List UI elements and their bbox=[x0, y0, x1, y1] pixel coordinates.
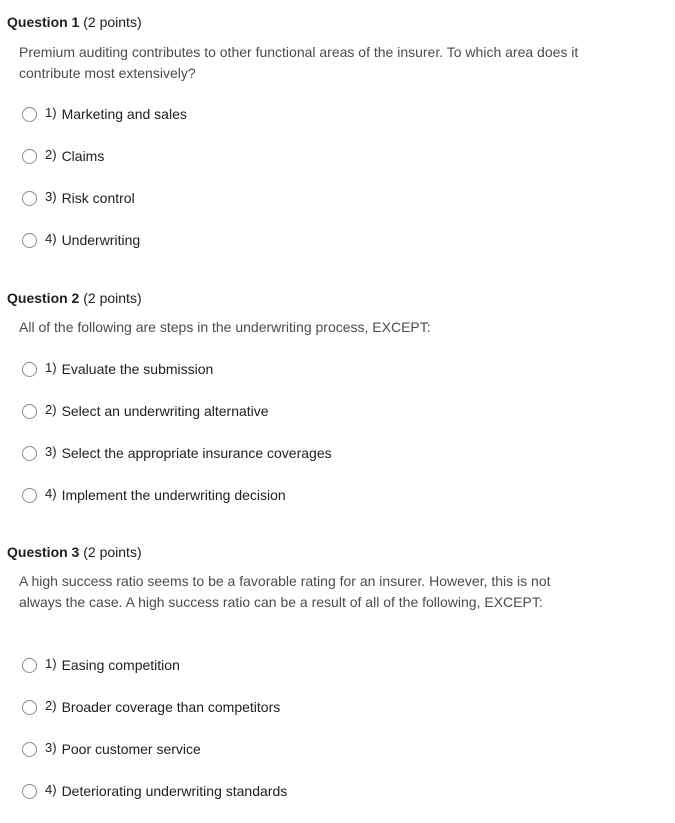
radio-button[interactable] bbox=[22, 362, 37, 377]
question-2-option-1[interactable] bbox=[22, 359, 213, 379]
question-2-title: Question 2 bbox=[7, 290, 80, 306]
radio-button[interactable] bbox=[22, 191, 37, 206]
question-1-points: (2 points) bbox=[83, 14, 142, 30]
radio-button[interactable] bbox=[22, 658, 37, 673]
question-3-option-2[interactable] bbox=[22, 697, 280, 717]
question-1-option-2[interactable] bbox=[22, 146, 104, 166]
question-2-points: (2 points) bbox=[83, 290, 142, 306]
question-3-points: (2 points) bbox=[83, 544, 142, 560]
question-1-title: Question 1 bbox=[7, 14, 80, 30]
question-1-option-4[interactable] bbox=[22, 230, 140, 250]
option-label: Claims bbox=[61, 148, 105, 164]
option-number: 4) bbox=[45, 230, 57, 246]
question-1-option-3[interactable] bbox=[22, 188, 135, 208]
radio-button[interactable] bbox=[22, 233, 37, 248]
option-label: Implement the underwriting decision bbox=[61, 487, 286, 503]
option-label: Select an underwriting alternative bbox=[61, 403, 269, 419]
option-number: 3) bbox=[45, 443, 57, 459]
option-label: Broader coverage than competitors bbox=[61, 699, 281, 715]
question-2-header bbox=[7, 289, 142, 307]
question-3-header bbox=[7, 543, 142, 561]
option-number: 1) bbox=[45, 104, 57, 120]
radio-button[interactable] bbox=[22, 446, 37, 461]
option-number: 2) bbox=[45, 146, 57, 162]
radio-button[interactable] bbox=[22, 488, 37, 503]
question-2-option-3[interactable] bbox=[22, 443, 332, 463]
radio-button[interactable] bbox=[22, 149, 37, 164]
option-label: Risk control bbox=[61, 190, 135, 206]
option-number: 1) bbox=[45, 359, 57, 375]
radio-button[interactable] bbox=[22, 700, 37, 715]
option-label: Underwriting bbox=[61, 232, 141, 248]
question-3-option-4[interactable] bbox=[22, 781, 287, 801]
question-1-text: Premium auditing contributes to other functional areas of the insurer. To which area does it contribute most extensively? bbox=[19, 44, 579, 81]
radio-button[interactable] bbox=[22, 107, 37, 122]
question-2-option-2[interactable] bbox=[22, 401, 269, 421]
radio-button[interactable] bbox=[22, 784, 37, 799]
option-label: Evaluate the submission bbox=[61, 361, 214, 377]
option-label: Deteriorating underwriting standards bbox=[61, 783, 288, 799]
question-3-option-3[interactable] bbox=[22, 739, 201, 759]
question-3-option-1[interactable] bbox=[22, 655, 180, 675]
option-label: Select the appropriate insurance coverages bbox=[61, 445, 332, 461]
radio-button[interactable] bbox=[22, 404, 37, 419]
option-label: Poor customer service bbox=[61, 741, 201, 757]
question-1-header bbox=[7, 13, 142, 31]
option-number: 1) bbox=[45, 655, 57, 671]
question-2-text: All of the following are steps in the underwriting process, EXCEPT: bbox=[19, 319, 431, 335]
question-2-option-4[interactable] bbox=[22, 485, 286, 505]
option-number: 2) bbox=[45, 697, 57, 713]
radio-button[interactable] bbox=[22, 742, 37, 757]
option-number: 2) bbox=[45, 401, 57, 417]
option-number: 4) bbox=[45, 485, 57, 501]
option-number: 3) bbox=[45, 188, 57, 204]
option-label: Marketing and sales bbox=[61, 106, 187, 122]
question-1-option-1[interactable] bbox=[22, 104, 187, 124]
option-number: 4) bbox=[45, 781, 57, 797]
option-number: 3) bbox=[45, 739, 57, 755]
question-3-title: Question 3 bbox=[7, 544, 80, 560]
question-3-text: A high success ratio seems to be a favorable rating for an insurer. However, this is not always the case. A high success ratio can be a result of all of the following, EXCEPT: bbox=[19, 573, 551, 610]
option-label: Easing competition bbox=[61, 657, 180, 673]
